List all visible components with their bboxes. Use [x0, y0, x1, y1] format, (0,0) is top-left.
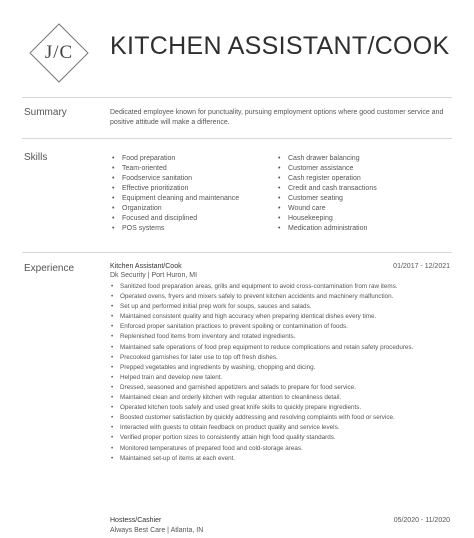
skill-item: • Foodservice sanitation: [110, 174, 239, 184]
job-dates: 01/2017 - 12/2021: [393, 263, 450, 270]
job-bullet: • Sanitized food preparation areas, grills and equipment to avoid cross-contamination from raw items.: [110, 282, 440, 292]
skill-item: • POS systems: [110, 224, 239, 234]
skill-item: • Credit and cash transactions: [276, 184, 377, 194]
skill-item: • Medication administration: [276, 224, 377, 234]
job-bullet: • Prepped vegetables and ingredients by washing, chopping and dicing.: [110, 363, 440, 373]
job-title: Kitchen Assistant/Cook: [110, 263, 182, 270]
job-bullet: • Set up and performed initial prep work for soups, sauces and salads.: [110, 302, 440, 312]
job-bullet: • Verified proper portion sizes to consistently attain high food quality standards.: [110, 433, 440, 443]
job-bullet-list: [110, 282, 440, 464]
job-dates: 05/2020 - 11/2020: [393, 517, 450, 524]
summary-text: Dedicated employee known for punctuality, pursuing employment options where good customer service and positive attitude will make a difference.: [110, 109, 444, 126]
skill-item: • Focused and disciplined: [110, 214, 239, 224]
skill-item: • Customer seating: [276, 194, 377, 204]
skills-list-right: [276, 154, 377, 234]
monogram-logo: [24, 18, 94, 88]
resume-title: KITCHEN ASSISTANT/COOK: [110, 32, 450, 60]
job-bullet: • Maintained set-up of items at each event.: [110, 454, 440, 464]
summary-heading: Summary: [24, 107, 67, 118]
job-bullet: • Replenished food items from inventory and rotated ingredients.: [110, 332, 440, 342]
job-bullet: • Precooked garnishes for later use to top off fresh dishes.: [110, 353, 440, 363]
skill-item: • Housekeeping: [276, 214, 377, 224]
job-bullet: • Maintained clean and orderly kitchen with regular attention to cleanliness detail.: [110, 393, 440, 403]
job-bullet: • Dressed, seasoned and garnished appetizers and salads to prepare for food service.: [110, 383, 440, 393]
section-divider: [22, 252, 452, 253]
skill-item: • Effective prioritization: [110, 184, 239, 194]
job-bullet: • Maintained safe operations of food prep equipment to reduce complications and retain safety procedures.: [110, 343, 440, 353]
monogram-initials: J/C: [44, 42, 74, 63]
job-bullet: • Enforced proper sanitation practices to prevent spoiling or contamination of foods.: [110, 322, 440, 332]
section-divider: [22, 138, 452, 139]
job-bullet: • Monitored temperatures of prepared food and cold-storage areas.: [110, 444, 440, 454]
skill-item: • Team-oriented: [110, 164, 239, 174]
skill-item: • Cash drawer balancing: [276, 154, 377, 164]
skill-item: • Customer assistance: [276, 164, 377, 174]
skill-item: • Wound care: [276, 204, 377, 214]
skill-item: • Food preparation: [110, 154, 239, 164]
job-bullet: • Interacted with guests to obtain feedback on product quality and service levels.: [110, 423, 440, 433]
skills-list-left: [110, 154, 239, 234]
section-divider: [22, 97, 452, 98]
job-company: Dk Security | Port Huron, MI: [110, 272, 198, 279]
skills-heading: Skills: [24, 152, 48, 163]
job-title: Hostess/Cashier: [110, 517, 162, 524]
skill-item: • Equipment cleaning and maintenance: [110, 194, 239, 204]
job-bullet: • Boosted customer satisfaction by quickly addressing and resolving complaints with food or service.: [110, 413, 440, 423]
job-bullet: • Operated kitchen tools safely and used great knife skills to quickly prepare ingredients.: [110, 403, 440, 413]
skill-item: • Cash register operation: [276, 174, 377, 184]
job-bullet: • Maintained consistent quality and high accuracy when preparing identical dishes every time.: [110, 312, 440, 322]
job-bullet: • Operated ovens, fryers and mixers safely to prevent kitchen accidents and machinery malfunction.: [110, 292, 440, 302]
experience-heading: Experience: [24, 263, 75, 274]
skill-item: • Organization: [110, 204, 239, 214]
job-bullet: • Helped train and develop new talent.: [110, 373, 440, 383]
job-company: Always Best Care | Atlanta, IN: [110, 527, 204, 534]
